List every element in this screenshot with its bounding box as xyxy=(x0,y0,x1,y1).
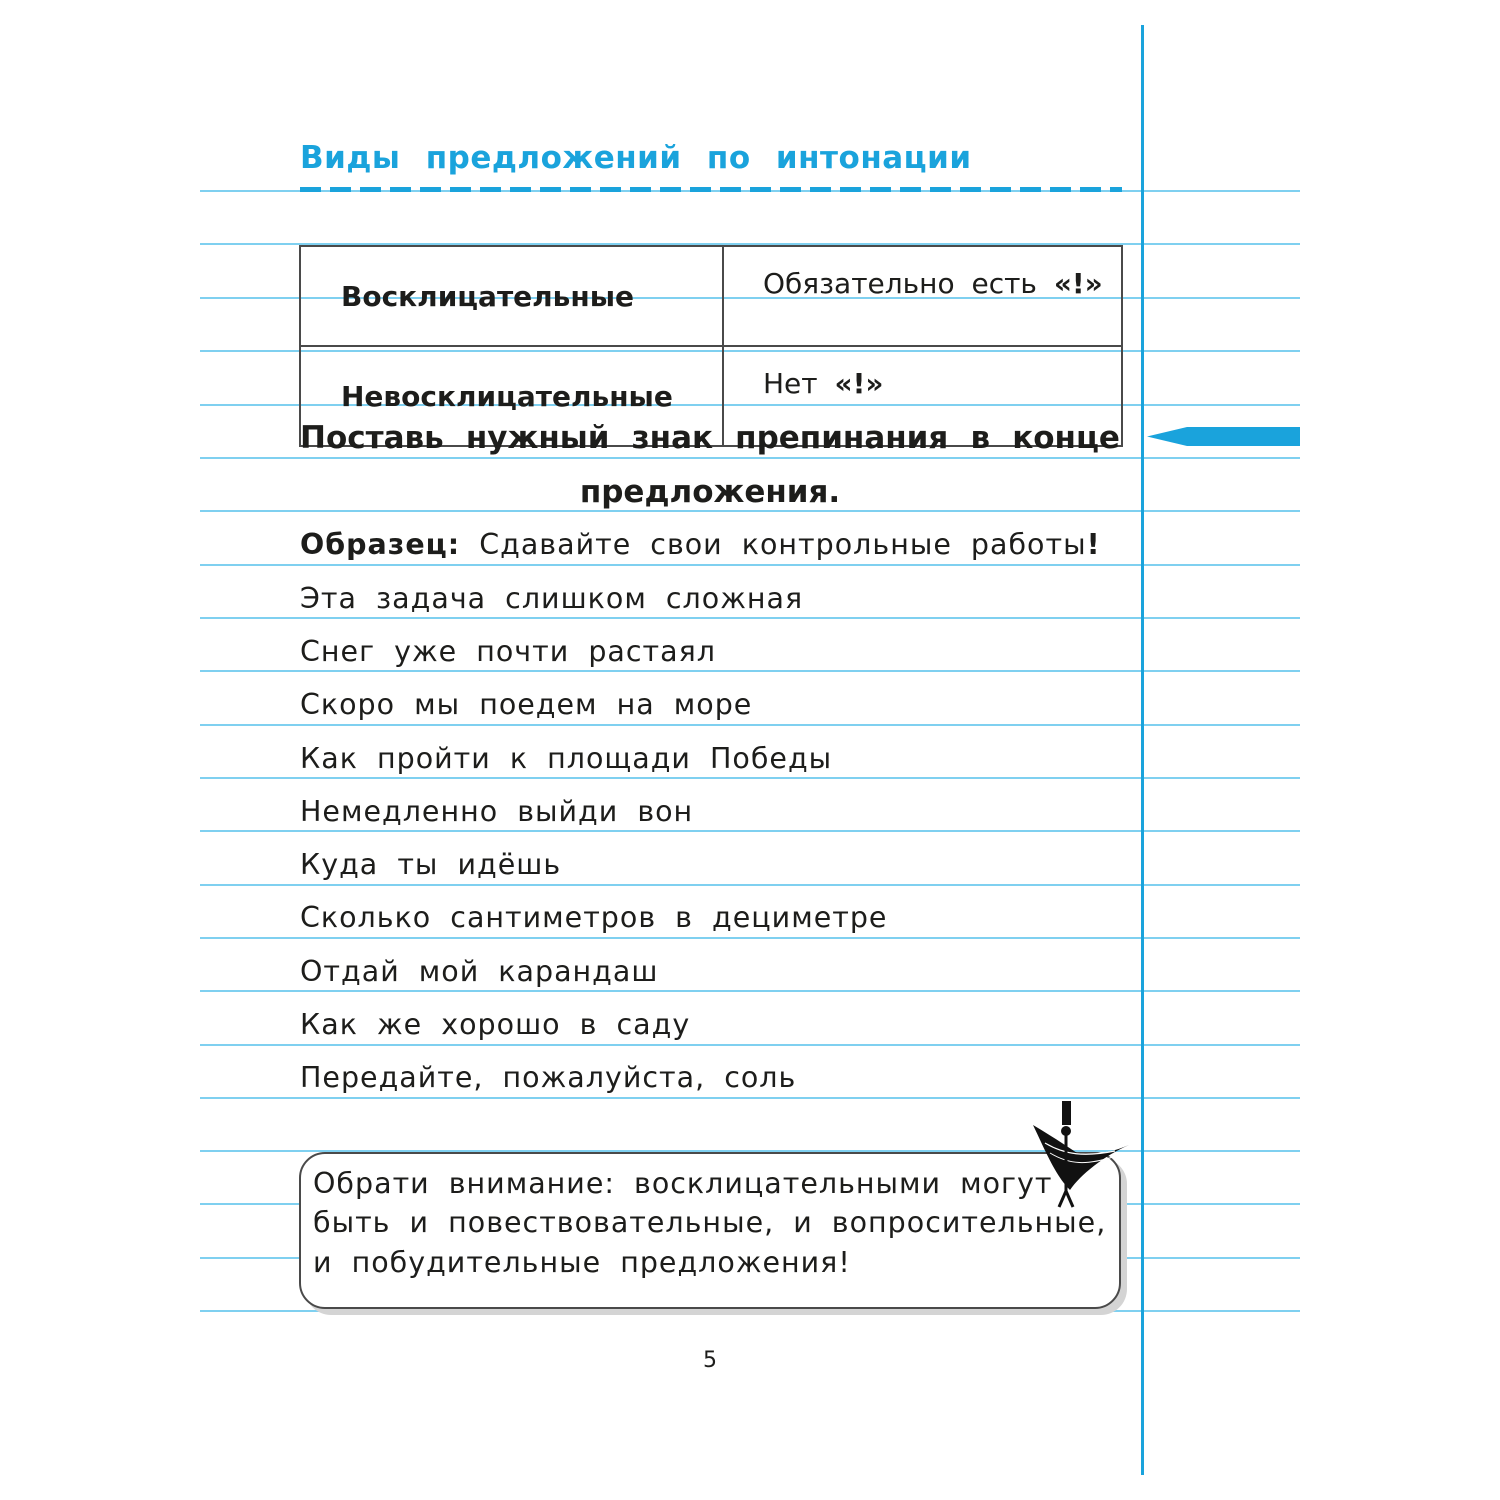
desc-mark: «!» xyxy=(834,367,884,400)
pencil-pointer-icon xyxy=(1147,427,1300,446)
margin-line xyxy=(1141,25,1144,1475)
note-line: и побудительные предложения! xyxy=(313,1246,851,1279)
task-word: в xyxy=(970,420,991,456)
sentence-line: Скоро мы поедем на море xyxy=(300,688,753,721)
intonation-table xyxy=(299,245,1123,447)
desc-text: Нет xyxy=(763,367,818,400)
task-word: конце xyxy=(1012,420,1120,456)
task-instruction-line2: предложения. xyxy=(579,474,841,510)
task-word: Поставь xyxy=(300,420,444,456)
task-word: препинания xyxy=(735,420,949,456)
sentence-line: Куда ты идёшь xyxy=(300,848,562,881)
desc-text: Обязательно есть xyxy=(763,267,1037,300)
table-cell-type: Невосклицательные xyxy=(300,346,723,446)
example-line xyxy=(300,528,1101,561)
sentence-line: Как же хорошо в саду xyxy=(300,1008,691,1041)
sentence-line: Немедленно выйди вон xyxy=(300,795,694,828)
table-cell-desc xyxy=(723,246,1122,346)
task-instruction xyxy=(300,420,1120,456)
table-cell-type: Восклицательные xyxy=(300,246,723,346)
figure-with-cape-icon xyxy=(1025,1095,1135,1215)
sentence-line: Эта задача слишком сложная xyxy=(300,582,804,615)
task-word: нужный xyxy=(465,420,610,456)
sentence-line: Как пройти к площади Победы xyxy=(300,742,833,775)
example-label: Образец: xyxy=(300,528,461,561)
sentence-line: Передайте, пожалуйста, соль xyxy=(300,1061,797,1094)
task-word: знак xyxy=(631,420,714,456)
sentence-line: Сколько сантиметров в дециметре xyxy=(300,901,888,934)
page-title: Виды предложений по интонации xyxy=(300,140,972,176)
sentence-line: Снег уже почти растаял xyxy=(300,635,716,668)
table-row xyxy=(300,246,1122,346)
desc-mark: «!» xyxy=(1053,267,1103,300)
example-text: Сдавайте свои контрольные работы xyxy=(479,528,1087,561)
example-mark: ! xyxy=(1086,528,1101,561)
sentence-line: Отдай мой карандаш xyxy=(300,955,659,988)
title-underline xyxy=(300,187,1122,192)
note-line: Обрати внимание: восклицательными могут xyxy=(313,1167,1053,1200)
page-number: 5 xyxy=(703,1348,717,1373)
note-line: быть и повествовательные, и вопросительные, xyxy=(313,1206,1107,1239)
